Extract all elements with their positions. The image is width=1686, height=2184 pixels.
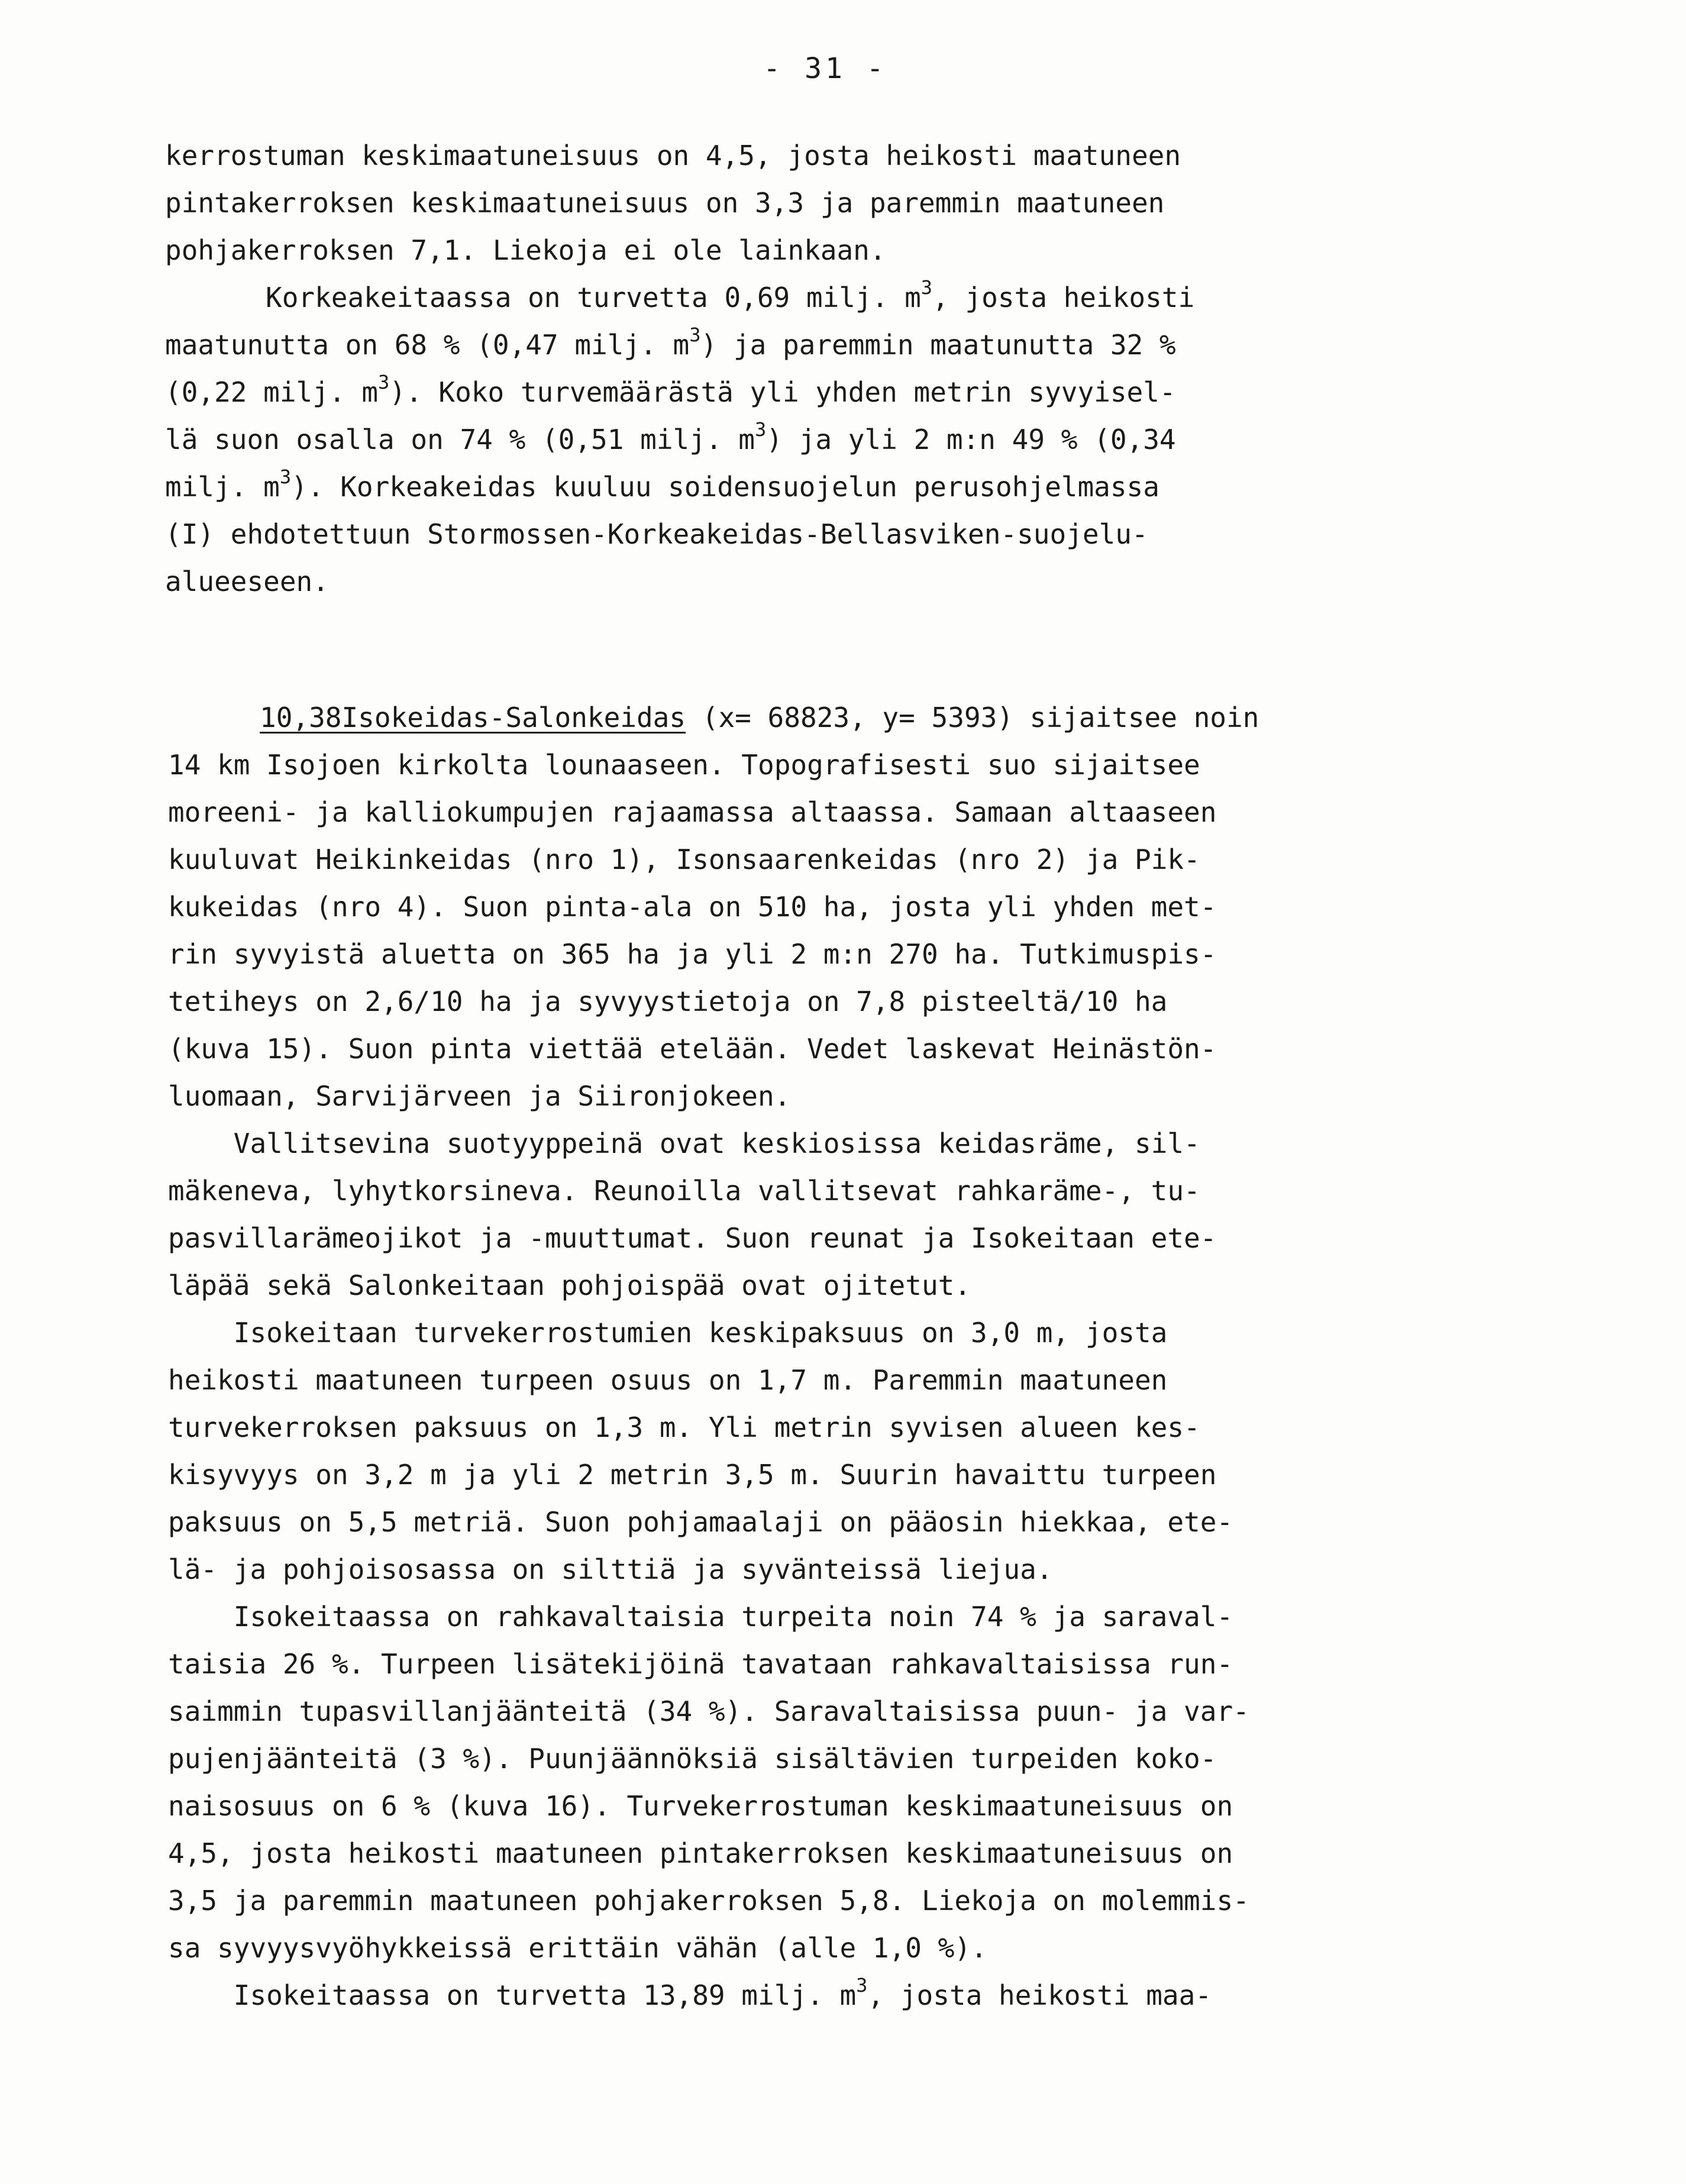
text-line: Isokeitaassa on rahkavaltaisia turpeita noin 74 % ja saraval-: [168, 1601, 1233, 1633]
text-line: Isokeitaan turvekerrostumien keskipaksuus on 3,0 m, josta: [168, 1317, 1168, 1349]
text-line: 3,5 ja paremmin maatuneen pohjakerroksen 5,8. Liekoja on molemmis-: [168, 1885, 1249, 1917]
text-line: pasvillarämeojikot ja -muuttumat. Suon reunat ja Isokeitaan ete-: [168, 1222, 1217, 1254]
superscript: 3: [920, 276, 933, 299]
text-run: ) ja yli 2 m:n 49 % (0,34: [766, 424, 1176, 455]
text-line: kukeidas (nro 4). Suon pinta-ala on 510 ha, josta yli yhden met-: [168, 891, 1217, 923]
text-line: naisosuus on 6 % (kuva 16). Turvekerrostuman keskimaatuneisuus on: [168, 1790, 1233, 1822]
text-run: (x= 68823, y= 5393) sijaitsee noin: [686, 702, 1259, 734]
text-line: [165, 418, 1176, 455]
text-run: milj. m: [165, 471, 280, 503]
text-line: pohjakerroksen 7,1. Liekoja ei ole lainkaan.: [165, 234, 886, 266]
text-line: pujenjäänteitä (3 %). Puunjäännöksiä sisältävien turpeiden koko-: [168, 1743, 1217, 1775]
text-line: (I) ehdotettuun Stormossen-Korkeakeidas-Bellasviken-suojelu-: [165, 518, 1148, 550]
section-number: 10,38: [260, 702, 342, 734]
text-line: sa syvyysvyöhykkeissä erittäin vähän (alle 1,0 %).: [168, 1932, 987, 1964]
text-line: moreeni- ja kalliokumpujen rajaamassa altaassa. Samaan altaaseen: [168, 796, 1217, 828]
text-run: ). Koko turvemäärästä yli yhden metrin syvyisel-: [389, 376, 1176, 408]
text-run: Isokeitaassa on turvetta 13,89 milj. m: [168, 1979, 857, 2011]
text-line: kisyvyys on 3,2 m ja yli 2 metrin 3,5 m. Suurin havaittu turpeen: [168, 1459, 1217, 1491]
text-line: 4,5, josta heikosti maatuneen pintakerroksen keskimaatuneisuus on: [168, 1837, 1233, 1869]
section-title: Isokeidas-Salonkeidas: [341, 702, 686, 734]
text-line: luomaan, Sarvijärveen ja Siironjokeen.: [168, 1080, 791, 1112]
text-run: ). Korkeakeidas kuuluu soidensuojelun perusohjelmassa: [291, 471, 1159, 503]
superscript: 3: [689, 323, 701, 346]
superscript: 3: [856, 1973, 868, 1996]
text-line: kuuluvat Heikinkeidas (nro 1), Isonsaarenkeidas (nro 2) ja Pik-: [168, 844, 1200, 875]
text-line: paksuus on 5,5 metriä. Suon pohjamaalaji on pääosin hiekkaa, ete-: [168, 1506, 1233, 1538]
superscript: 3: [279, 465, 292, 488]
text-run: ) ja paremmin maatunutta 32 %: [700, 329, 1176, 361]
superscript: 3: [378, 370, 390, 393]
text-line: taisia 26 %. Turpeen lisätekijöinä tavataan rahkavaltaisissa run-: [168, 1648, 1233, 1680]
text-line: pintakerroksen keskimaatuneisuus on 3,3 ja paremmin maatuneen: [165, 187, 1165, 219]
text-line: [165, 370, 1176, 408]
text-line: kerrostuman keskimaatuneisuus on 4,5, josta heikosti maatuneen: [165, 140, 1181, 172]
text-line: läpää sekä Salonkeitaan pohjoispää ovat ojitetut.: [168, 1269, 971, 1301]
text-run: , josta heikosti: [932, 282, 1195, 314]
text-line: Vallitsevina suotyyppeinä ovat keskiosissa keidasräme, sil-: [168, 1127, 1200, 1159]
text-line: turvekerroksen paksuus on 1,3 m. Yli metrin syvisen alueen kes-: [168, 1411, 1200, 1443]
section-heading: [260, 702, 1259, 734]
text-run: , josta heikosti maa-: [867, 1979, 1212, 2011]
text-run: lä suon osalla on 74 % (0,51 milj. m: [165, 424, 755, 455]
page-number: - 31 -: [763, 52, 887, 85]
text-run: Korkeakeitaassa on turvetta 0,69 milj. m: [266, 282, 921, 314]
text-line: mäkeneva, lyhytkorsineva. Reunoilla vallitsevat rahkaräme-, tu-: [168, 1175, 1200, 1207]
text-run: (0,22 milj. m: [165, 376, 379, 408]
text-line: heikosti maatuneen turpeen osuus on 1,7 m. Paremmin maatuneen: [168, 1364, 1168, 1396]
text-line: (kuva 15). Suon pinta viettää etelään. Vedet laskevat Heinästön-: [168, 1033, 1217, 1065]
text-line: [165, 465, 1159, 503]
text-line: 14 km Isojoen kirkolta lounaaseen. Topografisesti suo sijaitsee: [168, 749, 1200, 781]
text-line: [266, 276, 1195, 314]
text-line: [168, 1973, 1212, 2011]
text-line: tetiheys on 2,6/10 ha ja syvyystietoja on 7,8 pisteeltä/10 ha: [168, 986, 1168, 1017]
text-line: [165, 323, 1176, 361]
text-line: rin syvyistä aluetta on 365 ha ja yli 2 m:n 270 ha. Tutkimuspis-: [168, 938, 1217, 970]
text-line: lä- ja pohjoisosassa on silttiä ja syvänteissä liejua.: [168, 1553, 1053, 1585]
text-line: saimmin tupasvillanjäänteitä (34 %). Saravaltaisissa puun- ja var-: [168, 1695, 1249, 1727]
text-line: alueeseen.: [165, 566, 329, 597]
superscript: 3: [755, 418, 767, 441]
text-run: maatunutta on 68 % (0,47 milj. m: [165, 329, 690, 361]
